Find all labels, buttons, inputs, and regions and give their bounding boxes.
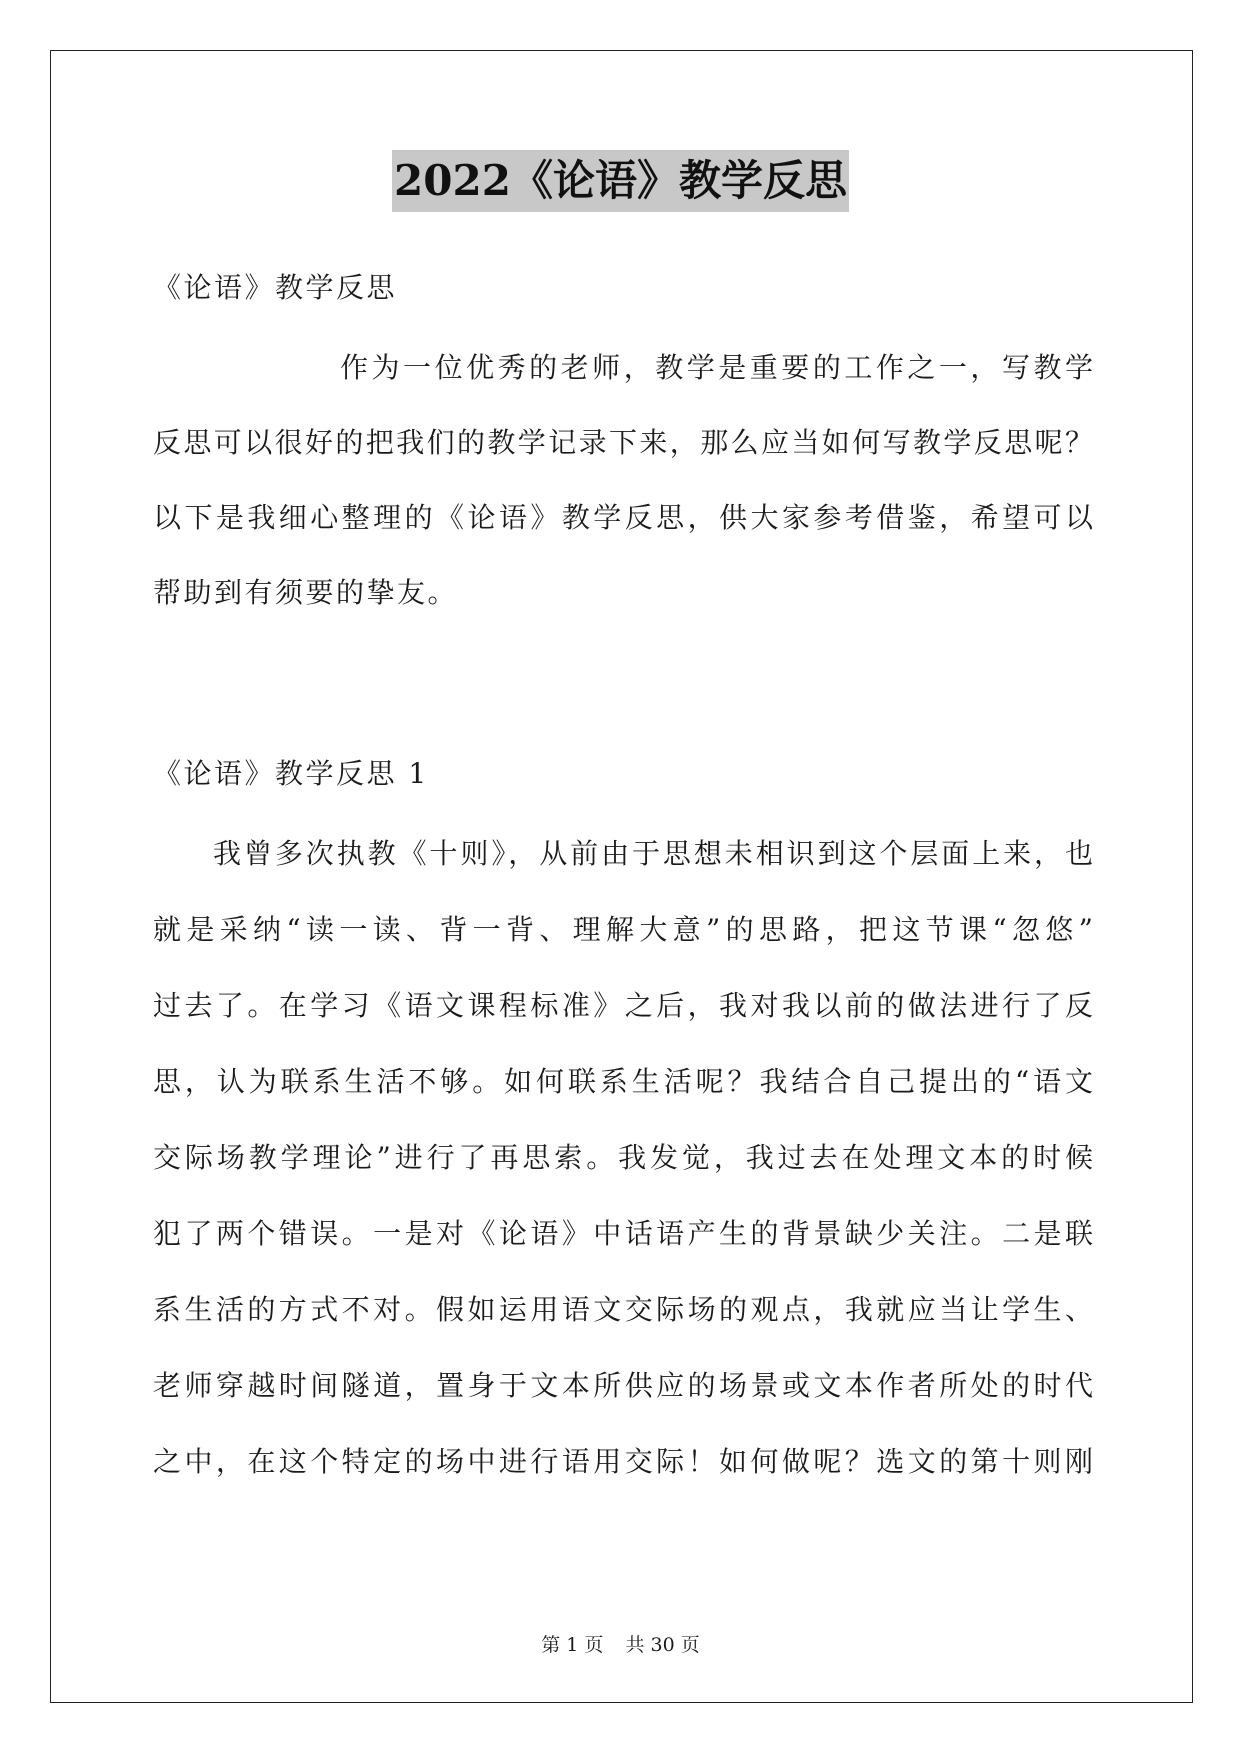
page-number: 第 1 页 — [541, 1634, 604, 1656]
page-footer — [0, 1630, 1241, 1657]
document-title: 2022《论语》教学反思 — [392, 150, 849, 212]
title-container — [0, 150, 1241, 212]
body-line-8: 老师穿越时间隧道，置身于文本所供应的场景或文本作者所处的时代 — [153, 1369, 1093, 1402]
body-line-9: 之中，在这个特定的场中进行语用交际！如何做呢？选文的第十则刚 — [153, 1445, 1093, 1478]
body-line-3: 过去了。在学习《语文课程标准》之后，我对我以前的做法进行了反 — [153, 989, 1093, 1022]
body-line-1: 我曾多次执教《十则》，从前由于思想未相识到这个层面上来，也 — [213, 837, 1093, 870]
intro-line-3: 以下是我细心整理的《论语》教学反思，供大家参考借鉴，希望可以 — [153, 501, 1093, 534]
body-line-6: 犯了两个错误。一是对《论语》中话语产生的背景缺少关注。二是联 — [153, 1217, 1093, 1250]
intro-line-2: 反思可以很好的把我们的教学记录下来，那么应当如何写教学反思呢？ — [153, 426, 1093, 459]
section-heading: 《论语》教学反思 1 — [153, 757, 429, 790]
page-total: 共 30 页 — [625, 1634, 700, 1656]
subheading: 《论语》教学反思 — [153, 271, 398, 304]
intro-line-4: 帮助到有须要的挚友。 — [153, 576, 459, 609]
intro-line-1: 作为一位优秀的老师，教学是重要的工作之一，写教学 — [340, 351, 1093, 384]
body-line-7: 系生活的方式不对。假如运用语文交际场的观点，我就应当让学生、 — [153, 1293, 1093, 1326]
body-line-2: 就是采纳“读一读、背一背、理解大意”的思路，把这节课“忽悠” — [153, 913, 1093, 946]
body-line-5: 交际场教学理论”进行了再思索。我发觉，我过去在处理文本的时候 — [153, 1141, 1093, 1174]
body-line-4: 思，认为联系生活不够。如何联系生活呢？我结合自己提出的“语文 — [153, 1065, 1093, 1098]
